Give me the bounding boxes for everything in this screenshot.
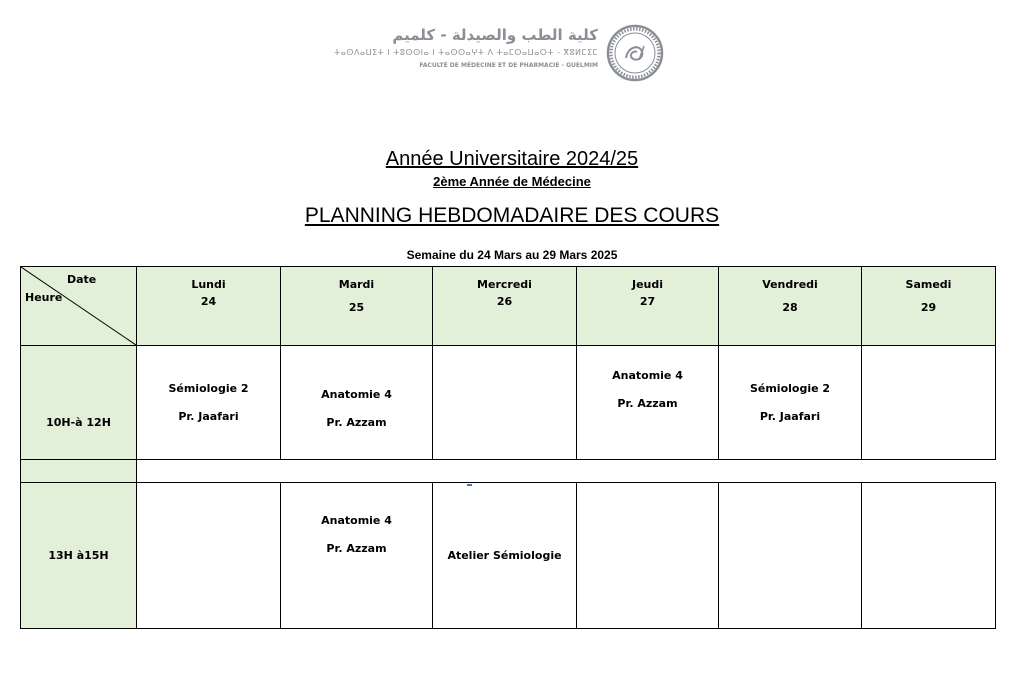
day-number: 24 [200, 295, 217, 308]
day-number: 25 [348, 301, 365, 314]
faculty-name-arabic: كلية الطب والصيدلة - كلميم [392, 26, 598, 44]
course-cell [281, 483, 433, 629]
day-name: Vendredi [762, 278, 818, 291]
academic-year-title: Année Universitaire 2024/25 [385, 148, 639, 170]
course-cell [433, 346, 577, 460]
slot-row-afternoon [21, 483, 996, 629]
course-professor: Pr. Azzam [617, 397, 678, 410]
faculty-seal-icon [606, 24, 664, 82]
course-name: Sémiologie 2 [168, 381, 249, 395]
course-cell [862, 483, 996, 629]
day-number: 29 [920, 301, 937, 314]
course-cell [433, 483, 577, 629]
faculty-name-tifinagh: ⵜⴰⵙⴷⴰⵡⵉⵜ ⵏ ⵜⵓⵙⵙⵏⴰ ⵏ ⵜⴰⵙⵙⴰⵖⵜ ⴷ ⵜⴰⵎⵙⴰⵡⴰⵔⵜ - ⴳⵓⵍⵎⵉⵎ [334, 48, 598, 57]
day-name: Mardi [338, 278, 375, 291]
corner-date-label: Date [67, 273, 97, 286]
planning-heading: PLANNING HEBDOMADAIRE DES COURS [304, 204, 720, 227]
day-number: 28 [782, 301, 798, 314]
schedule-table [20, 266, 996, 629]
slot-row-morning [21, 346, 996, 460]
faculty-name-french: FACULTÉ DE MÉDECINE ET DE PHARMACIE - GUELMIM [419, 62, 598, 69]
time-slot-label [21, 483, 137, 629]
day-header-samedi [862, 267, 996, 346]
course-cell [137, 483, 281, 629]
course-name: Anatomie 4 [321, 387, 392, 401]
course-name: Sémiologie 2 [749, 381, 831, 395]
break-cell [137, 460, 996, 483]
day-header-vendredi [719, 267, 862, 346]
course-cell [577, 346, 719, 460]
day-name: Lundi [191, 278, 226, 291]
break-row [21, 460, 996, 483]
day-name: Samedi [905, 278, 952, 291]
day-header-mercredi [433, 267, 577, 346]
course-cell [862, 346, 996, 460]
course-professor: Pr. Azzam [326, 542, 387, 555]
day-number: 26 [496, 295, 513, 308]
course-name: Anatomie 4 [612, 369, 683, 382]
corner-heure-label: Heure [25, 291, 63, 304]
time-slot-label [21, 346, 137, 460]
course-professor: Pr. Jaafari [178, 409, 239, 423]
course-cell [577, 483, 719, 629]
course-professor: Pr. Azzam [326, 415, 387, 429]
day-name: Jeudi [631, 278, 664, 291]
date-heure-corner-cell [21, 267, 137, 346]
day-header-jeudi [577, 267, 719, 346]
time-slot-text: 13H à15H [48, 549, 109, 562]
course-cell [137, 346, 281, 460]
cursor-mark [467, 484, 472, 486]
day-header-mardi [281, 267, 433, 346]
week-range-label: Semaine du 24 Mars au 29 Mars 2025 [406, 248, 618, 262]
course-cell [719, 483, 862, 629]
course-cell [719, 346, 862, 460]
break-label-cell [21, 460, 137, 483]
day-number: 27 [639, 295, 656, 308]
course-name: Atelier Sémiologie [447, 548, 562, 562]
course-name: Anatomie 4 [321, 514, 392, 527]
day-name: Mercredi [477, 278, 532, 291]
course-cell [281, 346, 433, 460]
faculty-logo-block [334, 22, 664, 94]
header-row [21, 267, 996, 346]
course-professor: Pr. Jaafari [759, 409, 821, 423]
study-level-subtitle: 2ème Année de Médecine [433, 174, 591, 189]
time-slot-text: 10H-à 12H [46, 416, 111, 429]
day-header-lundi [137, 267, 281, 346]
